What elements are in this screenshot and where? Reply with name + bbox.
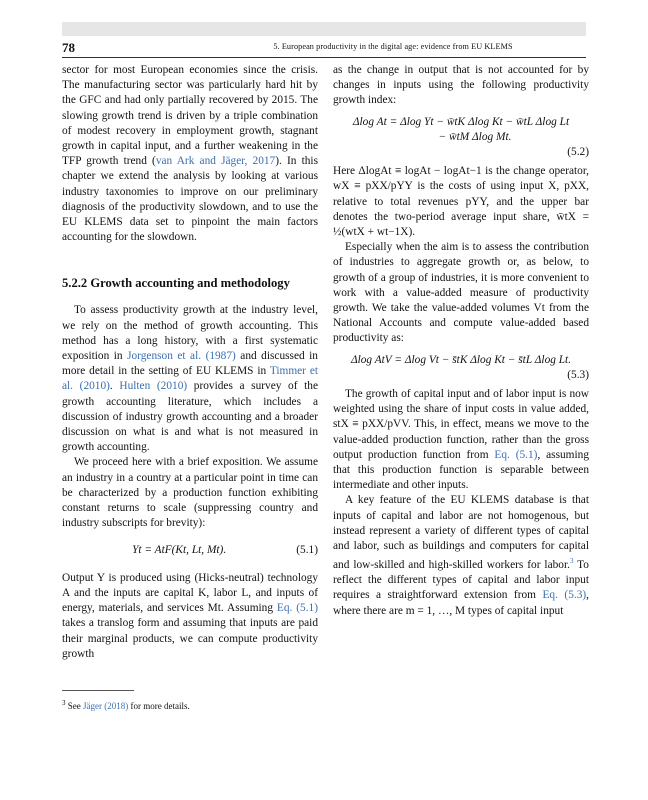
- text: A key feature of the EU KLEMS database is that inputs of capital and labor are not homogenous, but instead represent a variety of different types of capital and labor, such as buildings and computers for capital and low-skilled and high-skilled workers for labor.: [333, 494, 589, 572]
- equation-number: (5.2): [567, 146, 589, 159]
- text: , where there are m = 1, …, M types of capital input: [333, 589, 589, 617]
- citation-link[interactable]: Jorgenson et al. (1987): [127, 350, 236, 363]
- section-heading: 5.2.2 Growth accounting and methodology: [62, 276, 290, 291]
- paragraph: [62, 571, 318, 662]
- left-column: [62, 63, 318, 662]
- equation-number: (5.3): [567, 368, 589, 381]
- paragraph: Here ΔlogAt ≡ logAt − logAt−1 is the change operator, wX ≡ pXX/pYY is the costs of using input X, pXX, relative to total revenues pYY, and the upper bar denotes the two-period average input share, w̄tX = ½(wtX + wt−1X).: [333, 165, 589, 239]
- paragraph: [333, 387, 589, 493]
- paragraph: [62, 63, 318, 245]
- footnote-rule: [62, 690, 134, 691]
- equation-link[interactable]: Eq. (5.1): [276, 602, 318, 615]
- header-rule: [62, 57, 586, 58]
- text: and discussed in more detail in the setting of EU KLEMS in: [62, 350, 318, 378]
- text: , assuming that this production function is separable between intermediate and other inputs.: [333, 448, 589, 492]
- equation-5-2-line1: Δlog At = Δlog Yt − w̄tK Δlog Kt − w̄tL Δlog Lt: [352, 115, 570, 128]
- paragraph: as the change in output that is not accounted for by changes in inputs using the following productivity growth index:: [333, 64, 589, 107]
- equation-link[interactable]: Eq. (5.1): [494, 448, 538, 461]
- citation-link[interactable]: van Ark and Jäger, 2017: [155, 155, 276, 168]
- citation-link[interactable]: Timmer et al. (2010): [62, 365, 318, 393]
- equation-link[interactable]: Eq. (5.3): [542, 589, 587, 602]
- text: To assess productivity growth at the industry level, we rely on the method of growth accounting. This method has a long history, with a first systematic exposition in: [62, 304, 318, 363]
- citation-link[interactable]: Hulten (2010): [119, 380, 188, 393]
- text: See: [65, 701, 83, 711]
- text: sector for most European economies since the crisis. The manufacturing sector was particularly hard hit by the GFC and had only partially recovered by 2015. The slowing growth trend is driven by a triple combination of modest recovery in employment growth, stagnant growth in capital input, and a further weakening in the TFP growth trend (: [62, 64, 318, 168]
- equation-body: Yt = AtF(Kt, Lt, Mt).: [132, 544, 227, 557]
- header-bar: [62, 22, 586, 36]
- footnote: [62, 699, 190, 711]
- equation-number: (5.1): [296, 544, 318, 557]
- footnote-number: 3: [62, 699, 66, 707]
- text: To reflect the different types of capital and labor input requires a straightforward extension from: [333, 559, 589, 602]
- text: The growth of capital input and of labor input is now weighted using the share of input costs in value added, stX ≡ pXX/pVV. This, in effect, means we move to the value-added production function, rather than the gross output production function from: [333, 388, 589, 461]
- right-column: [333, 63, 589, 619]
- equation-5-3: Δlog AtV = Δlog Vt − s̄tK Δlog Kt − s̄tL Δlog Lt.: [350, 353, 572, 366]
- text: .: [109, 380, 120, 393]
- text: takes a translog form and assuming that inputs are paid their marginal products, we can compute productivity growth: [62, 617, 318, 660]
- text: for more details.: [128, 701, 190, 711]
- equation-5-1: [62, 543, 318, 558]
- paragraph: We proceed here with a brief exposition. We assume an industry in a country at a particular point in time can be characterized by a production function exhibiting constant returns to scale (suppressing country and industry subscripts for brevity):: [62, 456, 318, 530]
- equation-5-2-line2: − w̄tM Δlog Mt.: [438, 130, 512, 143]
- paragraph: Especially when the aim is to assess the contribution of industries to aggregate growth or, as below, to growth of a group of industries, it is more convenient to work with a value-added measure of productivity growth. We take the value-added volumes Vt from the National Accounts and compute value-added based productivity as:: [333, 241, 589, 345]
- text: Output Y is produced using (Hicks-neutral) technology A and the inputs are capital K, labor L, and inputs of energy, materials, and services Mt. Assuming: [62, 571, 318, 615]
- citation-link[interactable]: Jäger (2018): [83, 701, 129, 711]
- text: provides a survey of the growth accounting literature, which includes a discussion of industry growth accounting and a broader discussion on what is and what is not measured in growth accounting.: [62, 380, 319, 454]
- page-number: 78: [62, 40, 75, 55]
- paragraph: [333, 493, 589, 618]
- footnote-marker[interactable]: 3: [569, 557, 574, 566]
- text: ). In this chapter we extend the analysis by looking at various industry taxonomies to improve on our preliminary diagnosis of the productivity slowdown, and to use the EU KLEMS data set to pinpoint the main factors accounting for the slowdown.: [62, 155, 319, 244]
- running-head: 5. European productivity in the digital age: evidence from EU KLEMS: [273, 42, 513, 51]
- paragraph: [62, 303, 318, 455]
